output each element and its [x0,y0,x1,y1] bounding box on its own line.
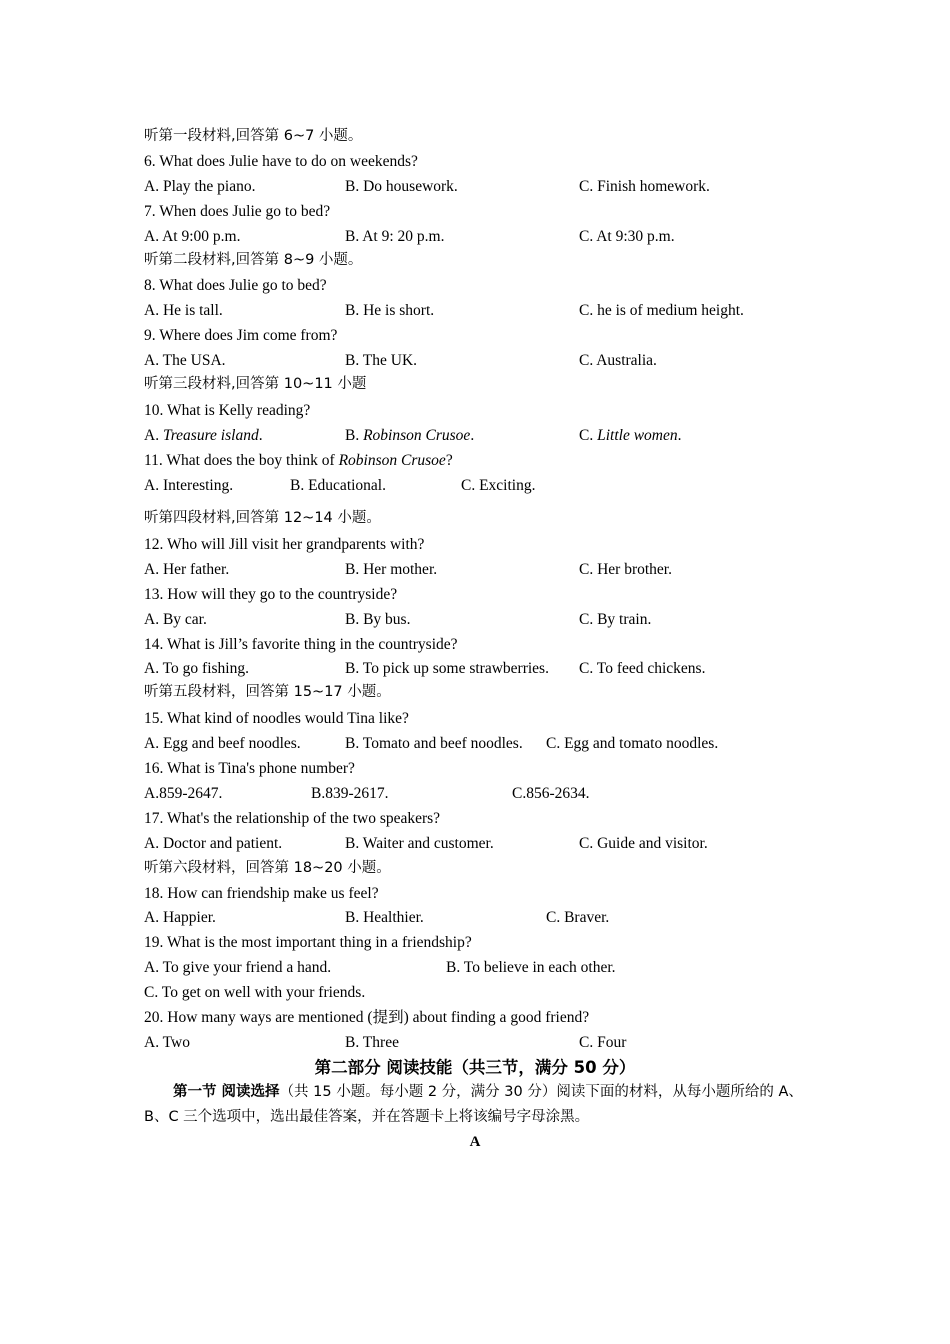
option-a: A.859-2647. [144,785,223,802]
option-c: C. Finish homework. [579,178,710,195]
option-c: C. To feed chickens. [579,660,706,677]
option-c: C. Egg and tomato noodles. [546,735,719,752]
question-stem: 7. When does Julie go to bed? [144,203,331,220]
book-title: Treasure island [162,427,259,444]
option-c: C. To get on well with your friends. [144,984,366,1001]
option-row [144,298,844,323]
question-stem: 12. Who will Jill visit her grandparents with? [144,536,425,553]
option-row [144,423,844,448]
option-a: A. At 9:00 p.m. [144,228,241,245]
option-a: A. The USA. [144,352,226,369]
option-a: A. Doctor and patient. [144,835,283,852]
option-row [144,656,844,681]
section-header: 听第二段材料,回答第 8~9 小题。 [144,252,363,268]
option-a: A. Treasure island. [144,427,263,444]
section-header: 听第五段材料，回答第 15~17 小题。 [144,684,391,700]
question-stem: 10. What is Kelly reading? [144,402,311,419]
option-row [144,348,844,373]
question-stem: 16. What is Tina's phone number? [144,760,355,777]
option-a: A. He is tall. [144,302,223,319]
question-stem: 19. What is the most important thing in a friendship? [144,934,472,951]
passage-label: A [469,1134,481,1150]
option-row [144,905,844,930]
option-c: C. By train. [579,611,652,628]
option-a: A. Her father. [144,561,230,578]
option-b: B. To pick up some strawberries. [345,660,549,677]
section-header: 听第六段材料，回答第 18~20 小题。 [144,860,391,876]
option-c: C. Guide and visitor. [579,835,708,852]
option-a: A. By car. [144,611,207,628]
option-c: C. Her brother. [579,561,672,578]
option-a: A. Two [144,1034,190,1051]
option-a: A. Interesting. [144,477,234,494]
option-b: B. To believe in each other. [446,959,616,976]
option-b: B.839-2617. [311,785,389,802]
question-stem: 9. Where does Jim come from? [144,327,338,344]
book-title: Little women [597,427,678,444]
question-stem: 18. How can friendship make us feel? [144,885,379,902]
option-b: B. Waiter and customer. [345,835,494,852]
option-row [144,731,844,756]
question-stem: 11. What does the boy think of Robinson Crusoe? [144,452,453,469]
option-b: B. Educational. [290,477,386,494]
question-stem: 6. What does Julie have to do on weekends? [144,153,418,170]
option-b: B. Tomato and beef noodles. [345,735,523,752]
book-title: Robinson Crusoe [363,427,471,444]
question-stem: 8. What does Julie go to bed? [144,277,327,294]
option-b: B. Healthier. [345,909,424,926]
option-c: C. Four [579,1034,627,1051]
option-row [144,557,844,582]
option-b: B. At 9: 20 p.m. [345,228,445,245]
option-b: B. Do housework. [345,178,458,195]
question-stem: 15. What kind of noodles would Tina like? [144,710,409,727]
instructions-text: （共 15 小题。每小题 2 分，满分 30 分）阅读下面的材料，从每小题所给的 A、B、C 三个选项中，选出最佳答案，并在答题卡上将该编号字母涂黑。 [144,1084,803,1125]
option-row [144,955,844,980]
option-b: B. Three [345,1034,399,1051]
option-a: A. To give your friend a hand. [144,959,332,976]
option-b: B. He is short. [345,302,435,319]
option-c: C. he is of medium height. [579,302,744,319]
section-header: 听第三段材料,回答第 10~11 小题 [144,376,367,392]
option-row [144,473,844,498]
section-header: 听第四段材料,回答第 12~14 小题。 [144,510,381,526]
option-row [144,174,844,199]
option-a: A. Happier. [144,909,216,926]
option-b: B. Robinson Crusoe. [345,427,475,444]
section-header: 听第一段材料,回答第 6~7 小题。 [144,128,363,144]
option-row [144,224,844,249]
question-stem: 17. What's the relationship of the two speakers? [144,810,441,827]
instructions-paragraph [144,1080,804,1130]
option-c: C. Exciting. [461,477,536,494]
option-a: A. Play the piano. [144,178,256,195]
option-b: B. Her mother. [345,561,438,578]
option-row [144,831,844,856]
option-c: C.856-2634. [512,785,590,802]
option-b: B. By bus. [345,611,411,628]
question-stem: 20. How many ways are mentioned (提到) about finding a good friend? [144,1009,590,1026]
option-c: C. Braver. [546,909,610,926]
option-row [144,607,844,632]
option-c: C. Little women. [579,427,682,444]
option-a: A. Egg and beef noodles. [144,735,301,752]
book-title: Robinson Crusoe [338,452,446,469]
option-c: C. Australia. [579,352,657,369]
question-stem: 14. What is Jill’s favorite thing in the countryside? [144,636,458,653]
option-a: A. To go fishing. [144,660,249,677]
option-c: C. At 9:30 p.m. [579,228,675,245]
section-label: 第一节 阅读选择 [173,1084,280,1100]
question-stem: 13. How will they go to the countryside? [144,586,398,603]
option-row [144,1030,844,1055]
part-title: 第二部分 阅读技能（共三节，满分 50 分） [314,1058,636,1077]
option-row [144,781,844,806]
option-b: B. The UK. [345,352,418,369]
